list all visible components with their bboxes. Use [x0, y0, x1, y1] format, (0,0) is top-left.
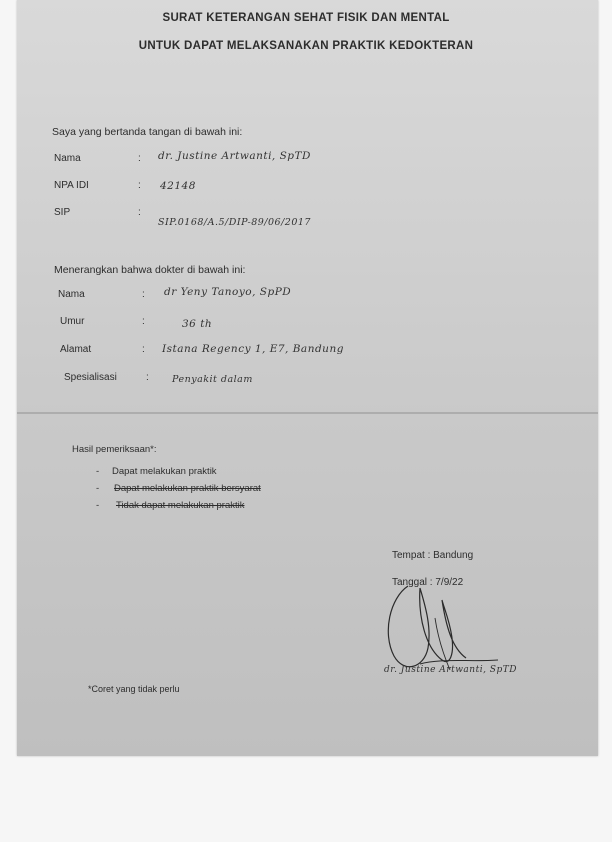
- result-item-struck: Dapat melakukan praktik bersyarat: [114, 483, 261, 494]
- place-text: Tempat : Bandung: [392, 550, 474, 561]
- doctor-specialization-label: Spesialisasi: [64, 372, 117, 383]
- bullet: -: [96, 500, 100, 511]
- result-item: Dapat melakukan praktik: [112, 466, 217, 477]
- colon: :: [138, 207, 141, 218]
- results-label: Hasil pemeriksaan*:: [72, 444, 157, 455]
- intro-text: Saya yang bertanda tangan di bawah ini:: [52, 126, 243, 138]
- signer-npa-value: 42148: [160, 180, 196, 192]
- signer-sip-label: SIP: [54, 207, 71, 218]
- signer-name-value: dr. Justine Artwanti, SpTD: [158, 150, 311, 162]
- page-fold-line: [17, 412, 598, 414]
- bullet: -: [96, 466, 100, 477]
- doctor-name-label: Nama: [58, 289, 85, 300]
- bullet: -: [96, 483, 100, 494]
- colon: :: [142, 344, 145, 355]
- colon: :: [138, 153, 141, 164]
- date-text: Tanggal : 7/9/22: [392, 577, 464, 588]
- signer-npa-label: NPA IDI: [54, 180, 89, 191]
- doctor-age-value: 36 th: [182, 318, 213, 330]
- doctor-address-label: Alamat: [60, 344, 92, 355]
- colon: :: [138, 180, 141, 191]
- doctor-specialization-value: Penyakit dalam: [172, 374, 253, 385]
- doctor-address-value: Istana Regency 1, E7, Bandung: [162, 343, 344, 355]
- document-title: SURAT KETERANGAN SEHAT FISIK DAN MENTAL: [162, 12, 450, 24]
- doctor-age-label: Umur: [60, 316, 85, 327]
- colon: :: [142, 289, 145, 300]
- doctor-name-value: dr Yeny Tanoyo, SpPD: [164, 286, 292, 298]
- signer-name-label: Nama: [54, 153, 81, 164]
- signature-name: dr. Justine Artwanti, SpTD: [384, 665, 517, 675]
- signer-sip-value: SIP.0168/A.5/DIP-89/06/2017: [158, 217, 311, 228]
- colon: :: [142, 316, 145, 327]
- result-item-struck: Tidak dapat melakukan praktik: [116, 500, 245, 511]
- colon: :: [146, 372, 149, 383]
- footnote: *Coret yang tidak perlu: [88, 684, 180, 694]
- statement-text: Menerangkan bahwa dokter di bawah ini:: [54, 264, 246, 276]
- document-subtitle: UNTUK DAPAT MELAKSANAKAN PRAKTIK KEDOKTERAN: [138, 40, 474, 52]
